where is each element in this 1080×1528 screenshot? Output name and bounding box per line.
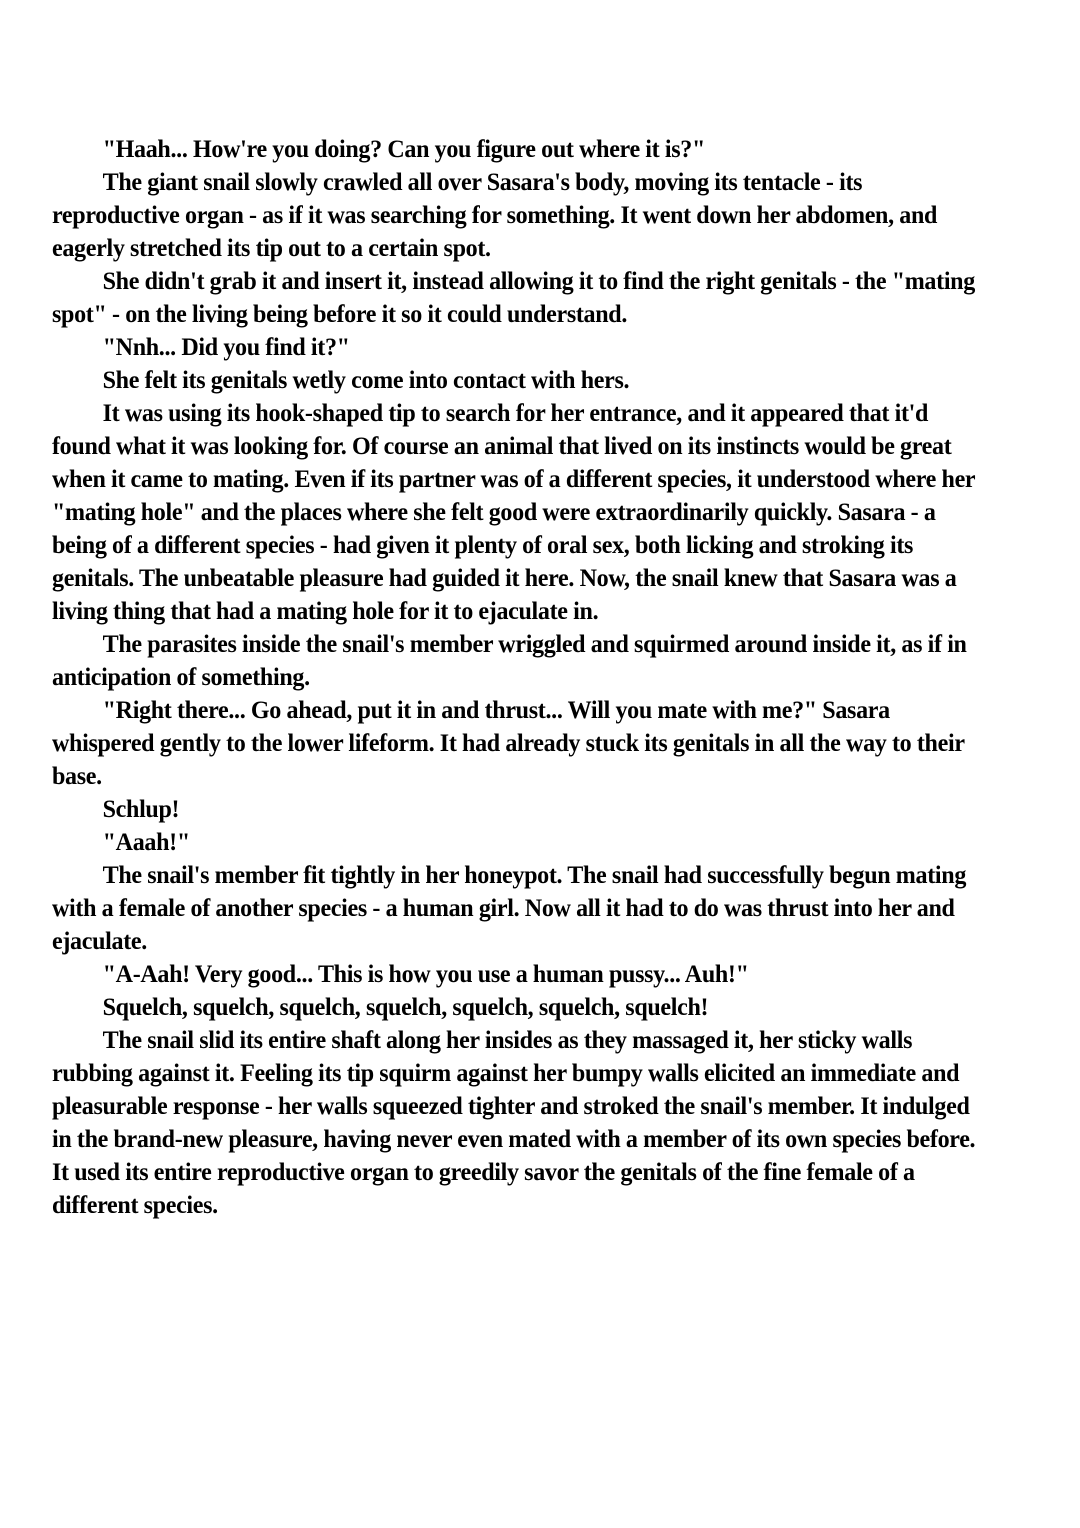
paragraph: She felt its genitals wetly come into contact with hers. [102,367,630,394]
paragraph: Schlup! [102,796,180,823]
paragraph: The snail slid its entire shaft along her insides as they massaged it, her sticky walls rubbing against it. Feeling its tip squirm against her bumpy walls elicited an immediate and pleasurable response - her walls squeezed tighter and stroked the snail's member. It indulged in the brand-new pleasure, having never even mated with a member of its own species before. It used its entire reproductive organ to greedily savor the genitals of the fine female of a different species. [52,1027,976,1219]
paragraph: Squelch, squelch, squelch, squelch, squelch, squelch, squelch! [102,994,709,1021]
paragraph: "Aaah!" [102,829,190,856]
paragraph: "A-Aah! Very good... This is how you use a human pussy... Auh!" [102,961,749,988]
paragraph: "Nnh... Did you find it?" [102,334,350,361]
paragraph: She didn't grab it and insert it, instead allowing it to find the right genitals - the "mating spot" - on the living being before it so it could understand. [52,268,975,328]
paragraph: "Right there... Go ahead, put it in and thrust... Will you mate with me?" Sasara whispered gently to the lower lifeform. It had already stuck its genitals in all the way to their base. [52,697,965,790]
body-text-column [52,133,1034,1222]
paragraph: The parasites inside the snail's member wriggled and squirmed around inside it, as if in anticipation of something. [52,631,967,691]
paragraph: "Haah... How're you doing? Can you figure out where it is?" [102,136,705,163]
paragraph: It was using its hook-shaped tip to search for her entrance, and it appeared that it'd found what it was looking for. Of course an animal that lived on its instincts would be great when it came to mating. Even if its partner was of a different species, it understood where her "mating hole" and the places where she felt good were extraordinarily quickly. Sasara - a being of a different species - had given it plenty of oral sex, both licking and stroking its genitals. The unbeatable pleasure had guided it here. Now, the snail knew that Sasara was a living thing that had a mating hole for it to ejaculate in. [52,400,975,625]
paragraph: The giant snail slowly crawled all over Sasara's body, moving its tentacle - its reproductive organ - as if it was searching for something. It went down her abdomen, and eagerly stretched its tip out to a certain spot. [52,169,938,262]
paragraph: The snail's member fit tightly in her honeypot. The snail had successfully begun mating with a female of another species - a human girl. Now all it had to do was thrust into her and ejaculate. [52,862,967,955]
